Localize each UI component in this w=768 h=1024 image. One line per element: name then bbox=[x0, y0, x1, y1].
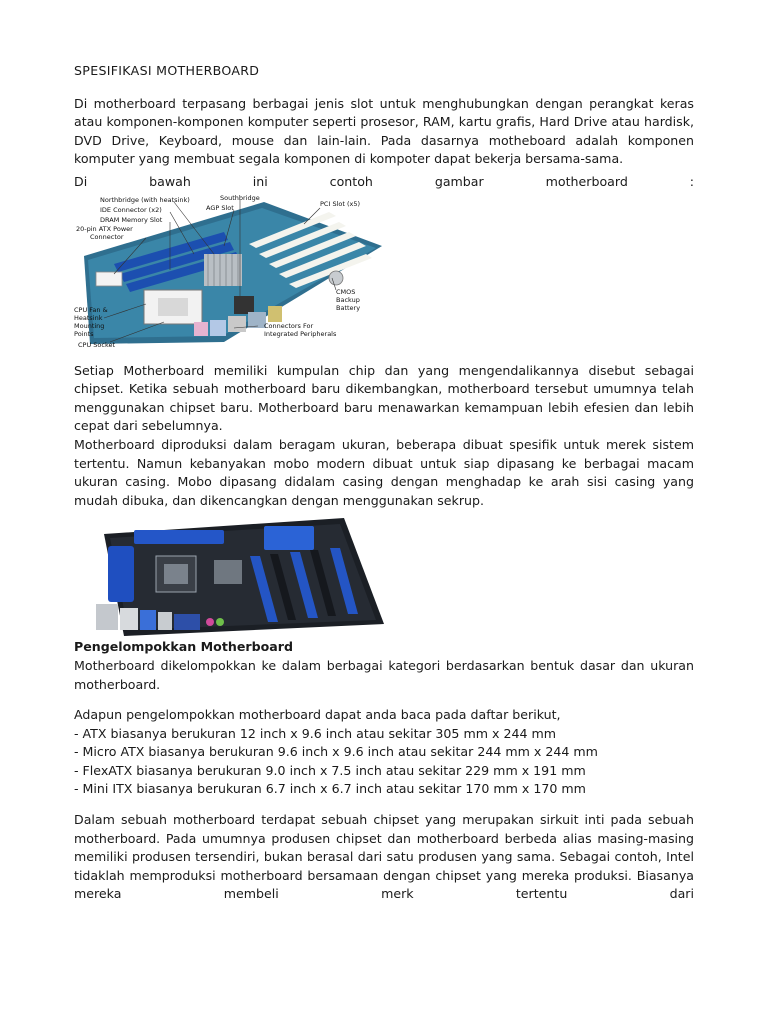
list-item: - FlexATX biasanya berukuran 9.0 inch x 7.5 inch atau sekitar 229 mm x 191 mm bbox=[74, 762, 586, 778]
label-ide-connector: IDE Connector (x2) bbox=[100, 205, 162, 214]
label-atx-power-2: Connector bbox=[90, 232, 124, 241]
paragraph-chipset: Setiap Motherboard memiliki kumpulan chip dan yang mengendalikannya disebut sebagai chipset. Ketika sebuah motherboard baru dikembangkan, motherboard tersebut umumnya telah menggunakan chipset baru. Motherboard baru menawarkan kemampuan lebih efesien dan lebih cepat dari sebelumnya. bbox=[74, 362, 694, 434]
document-page bbox=[74, 62, 694, 904]
paragraph-figure-intro: Di bawah ini contoh gambar motherboard : bbox=[74, 173, 694, 189]
paragraph-sizes: Motherboard diproduksi dalam beragam ukuran, beberapa dibuat spesifik untuk merek sistem tertentu. Namun kebanyakan mobo modern dibuat untuk siap dipasang ke berbagai macam ukuran casing. Mobo dipasang didalam casing dengan menghadap ke arah sisi casing yang mudah dibuka, dan dikencangkan dengan menggunakan sekrup. bbox=[74, 436, 694, 508]
label-pci-slot: PCI Slot (x5) bbox=[320, 199, 361, 208]
list-item: - Micro ATX biasanya berukuran 9.6 inch x 9.6 inch atau sekitar 244 mm x 244 mm bbox=[74, 744, 598, 760]
label-northbridge: Northbridge (with heatsink) bbox=[100, 195, 190, 204]
paragraph-chipset-producers: Dalam sebuah motherboard terdapat sebuah chipset yang merupakan sirkuit inti pada sebuah motherboard. Pada umumnya produsen chipset dan motherboard berbeda alias masing-masing memiliki produsen tersendiri, bukan berasal dari satu produsen yang sama. Sebagai contoh, Intel tidaklah memproduksi motherboard bersamaan dengan chipset yang mereka produksi. Biasanya mereka membeli merk tertentu dari bbox=[74, 812, 694, 902]
form-factor-list bbox=[74, 725, 694, 799]
motherboard-diagram-image bbox=[74, 194, 404, 354]
section-heading: Pengelompokkan Motherboard bbox=[74, 639, 293, 655]
label-connectors-2: Integrated Peripherals bbox=[264, 329, 337, 338]
label-cpu-socket: CPU Socket bbox=[78, 340, 116, 349]
list-item: - ATX biasanya berukuran 12 inch x 9.6 inch atau sekitar 305 mm x 244 mm bbox=[74, 725, 557, 741]
paragraph-categories: Motherboard dikelompokkan ke dalam berbagai kategori berdasarkan bentuk dasar dan ukuran motherboard. bbox=[74, 657, 694, 692]
document-title: SPESIFIKASI MOTHERBOARD bbox=[74, 63, 260, 78]
label-cmos-2: Backup bbox=[336, 295, 360, 304]
paragraph-intro: Di motherboard terpasang berbagai jenis slot untuk menghubungkan dengan perangkat keras atau komponen-komponen komputer seperti prosesor, RAM, kartu grafis, Hard Drive atau hardisk, DVD Drive, Keyboard, mouse dan lain-lain. Pada dasarnya motheboard adalah komponen komputer yang membuat segala komponen di kompoter dapat bekerja bersama-sama. bbox=[74, 95, 694, 167]
label-cmos-3: Battery bbox=[336, 303, 361, 312]
paragraph-list-intro: Adapun pengelompokkan motherboard dapat anda baca pada daftar berikut, bbox=[74, 707, 561, 723]
label-southbridge: Southbridge bbox=[220, 193, 260, 202]
label-dram-slot: DRAM Memory Slot bbox=[100, 215, 163, 224]
list-item: - Mini ITX biasanya berukuran 6.7 inch x 6.7 inch atau sekitar 170 mm x 170 mm bbox=[74, 781, 586, 797]
label-fan-1: CPU Fan & bbox=[74, 305, 108, 314]
label-cmos-1: CMOS bbox=[336, 287, 356, 296]
label-atx-power-1: 20-pin ATX Power bbox=[76, 224, 133, 233]
label-fan-2: Heatsink bbox=[74, 313, 103, 322]
label-fan-4: Points bbox=[74, 329, 94, 338]
label-fan-3: Mounting bbox=[74, 321, 105, 330]
label-agp-slot: AGP Slot bbox=[206, 203, 234, 212]
label-connectors-1: Connectors For bbox=[264, 321, 314, 330]
modern-motherboard-image bbox=[94, 516, 384, 638]
